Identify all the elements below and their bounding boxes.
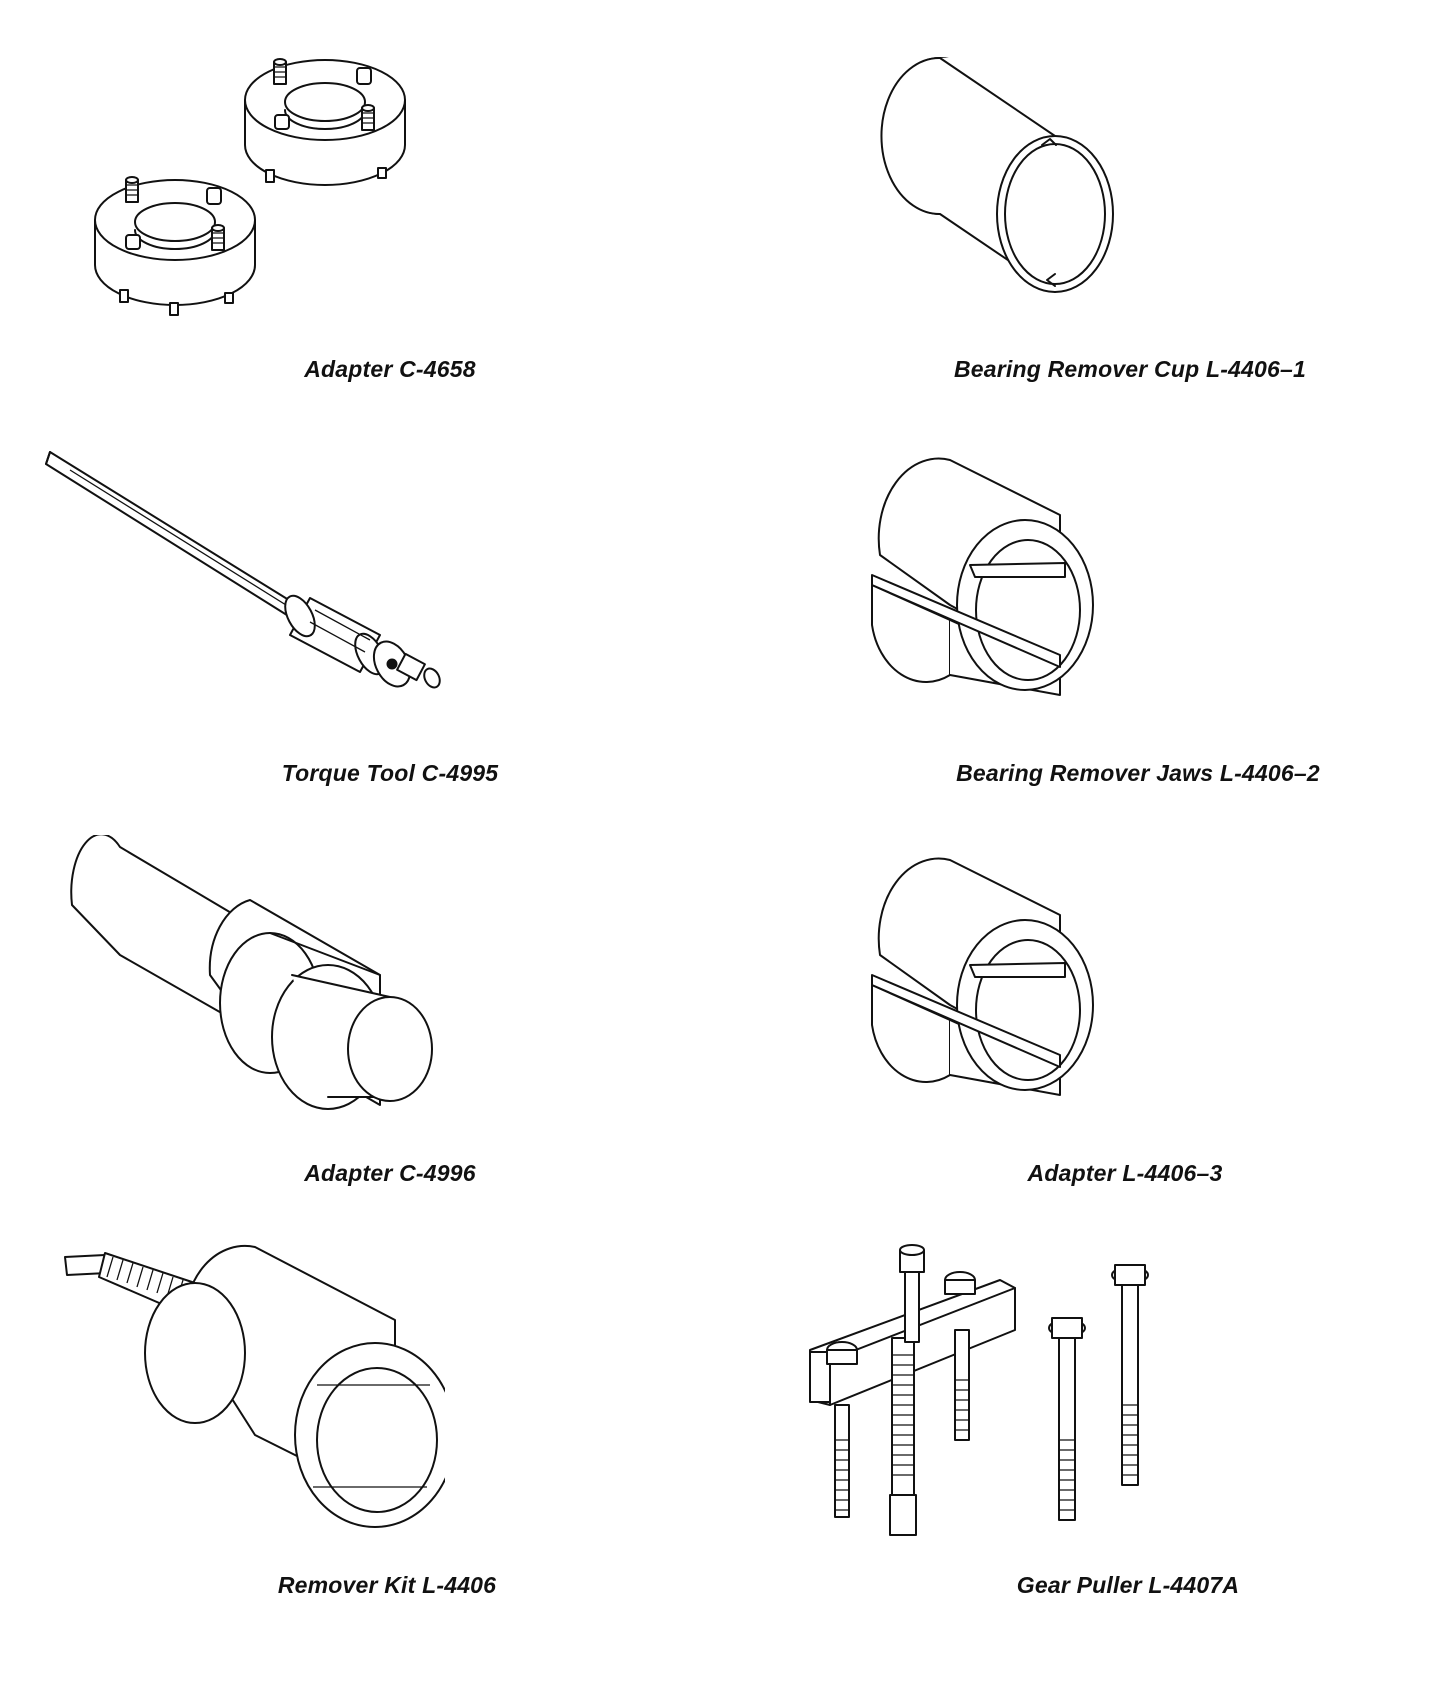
caption-bearing-remover-cup: Bearing Remover Cup L-4406–1 [953,356,1307,382]
tool-adapter-c4996 [60,835,440,1120]
tool-bearing-remover-cup [850,40,1150,320]
bearing-remover-cup-illustration [850,40,1150,320]
caption-bearing-remover-jaws: Bearing Remover Jaws L-4406–2 [956,760,1320,786]
remover-kit-illustration [55,1235,445,1555]
caption-gear-puller: Gear Puller L-4407A [1016,1572,1240,1598]
caption-adapter-c4996: Adapter C-4996 [304,1160,476,1186]
caption-adapter-l4406-3: Adapter L-4406–3 [1027,1160,1223,1186]
caption-remover-kit: Remover Kit L-4406 [277,1572,497,1598]
gear-puller-illustration [800,1240,1200,1540]
tool-gear-puller [800,1240,1200,1540]
tool-adapter-c4658 [60,20,440,340]
adapter-c4658-illustration [60,20,440,340]
tool-torque-tool [40,440,460,700]
tool-adapter-l4406-3 [860,845,1150,1110]
tool-remover-kit [55,1235,445,1555]
tool-bearing-remover-jaws [860,445,1150,715]
torque-tool-illustration [40,440,460,700]
caption-torque-tool: Torque Tool C-4995 [281,760,499,786]
caption-adapter-c4658: Adapter C-4658 [304,356,476,382]
adapter-c4996-illustration [60,835,440,1120]
bearing-remover-jaws-illustration [860,445,1150,715]
adapter-l4406-3-illustration [860,845,1150,1110]
